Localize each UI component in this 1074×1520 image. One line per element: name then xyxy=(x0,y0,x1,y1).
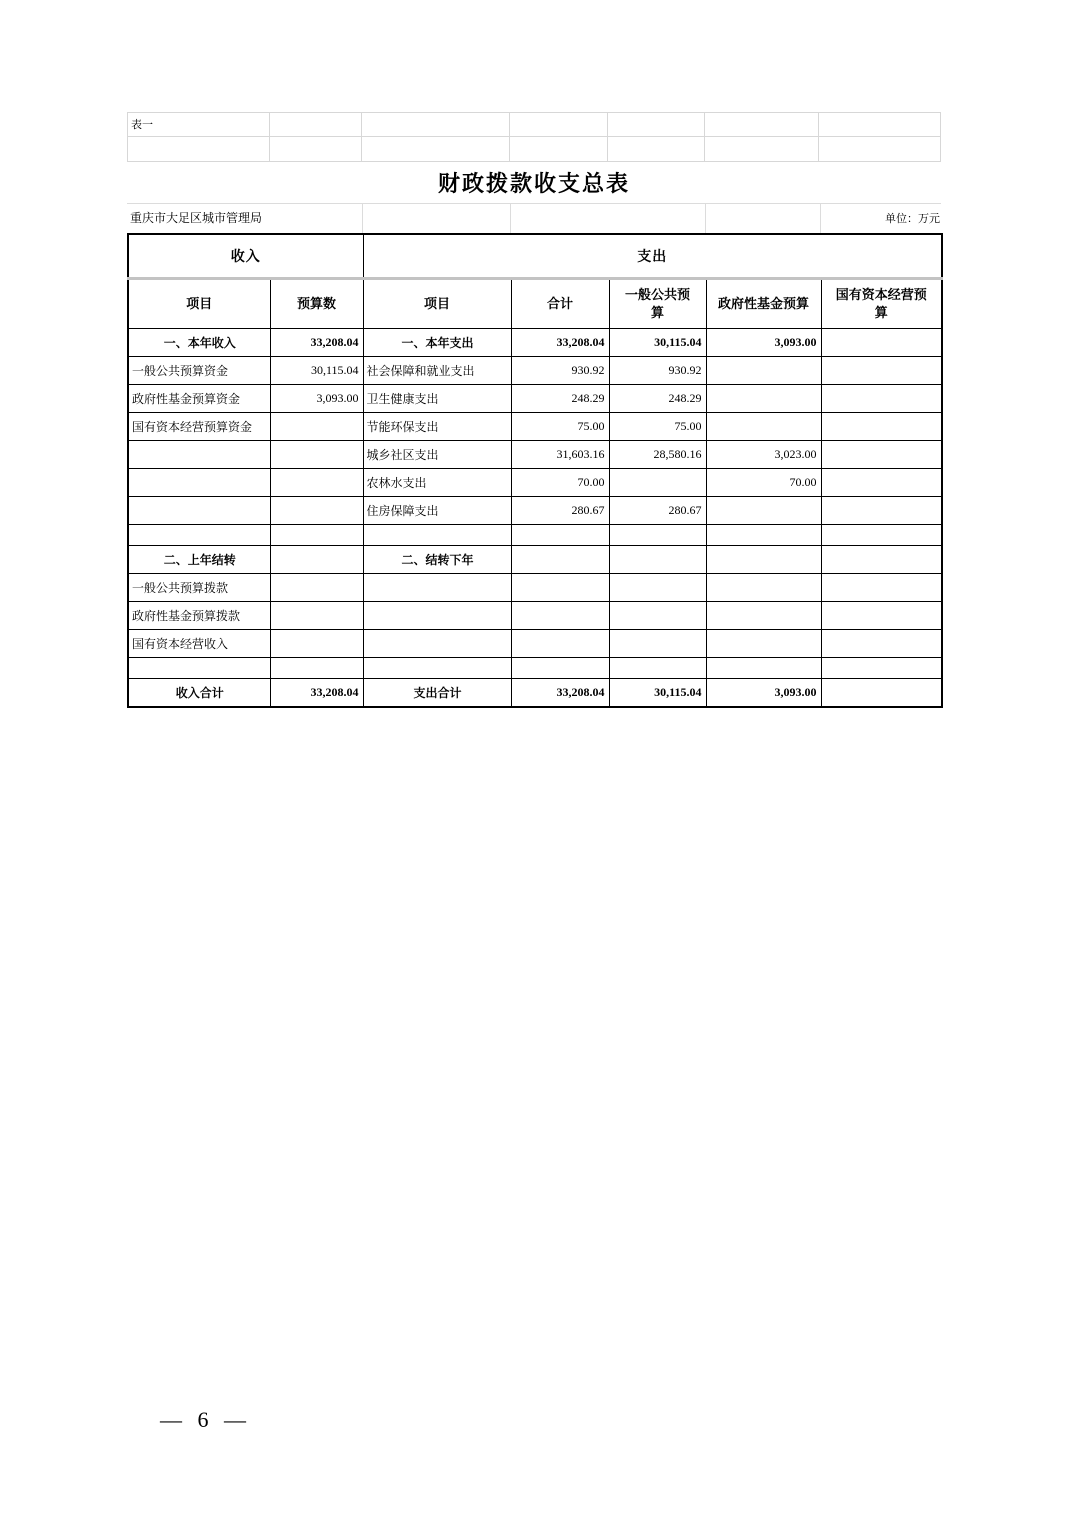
table-cell xyxy=(270,524,363,545)
grid-cell xyxy=(608,113,705,136)
table-cell: 33,208.04 xyxy=(270,678,363,707)
org-name: 重庆市大足区城市管理局 xyxy=(130,211,263,225)
table-cell xyxy=(821,601,942,629)
table-row xyxy=(128,412,942,440)
sheet-tag: 表一 xyxy=(128,113,270,136)
table-row xyxy=(128,384,942,412)
grid-cell xyxy=(510,137,608,161)
grid-cell xyxy=(608,137,705,161)
table-cell xyxy=(363,524,511,545)
table-cell: 一、本年支出 xyxy=(363,328,511,356)
table-cell xyxy=(511,601,609,629)
table-cell xyxy=(821,524,942,545)
table-cell xyxy=(270,629,363,657)
table-cell xyxy=(511,657,609,678)
table-cell xyxy=(821,657,942,678)
grid-cell xyxy=(270,137,363,161)
table-cell: 280.67 xyxy=(609,496,706,524)
table-cell xyxy=(609,524,706,545)
table-cell xyxy=(706,545,821,573)
income-group-header: 收入 xyxy=(128,234,363,278)
column-header-general-public-budget: 一般公共预算 xyxy=(609,278,706,328)
table-cell: 国有资本经营收入 xyxy=(128,629,270,657)
table-cell: 30,115.04 xyxy=(270,356,363,384)
grid-cell xyxy=(705,137,820,161)
table-cell: 政府性基金预算资金 xyxy=(128,384,270,412)
table-row xyxy=(128,601,942,629)
table-cell xyxy=(821,440,942,468)
table-cell xyxy=(609,573,706,601)
org-row xyxy=(127,204,941,233)
table-row xyxy=(128,496,942,524)
group-header-row xyxy=(128,234,942,278)
table-row xyxy=(128,524,942,545)
table-cell xyxy=(270,468,363,496)
table-cell xyxy=(706,384,821,412)
table-cell: 75.00 xyxy=(609,412,706,440)
table-cell xyxy=(363,657,511,678)
table-cell xyxy=(128,440,270,468)
table-cell xyxy=(609,545,706,573)
table-cell: 一般公共预算资金 xyxy=(128,356,270,384)
table-cell: 3,093.00 xyxy=(706,328,821,356)
table-row xyxy=(128,629,942,657)
table-cell: 支出合计 xyxy=(363,678,511,707)
table-cell: 31,603.16 xyxy=(511,440,609,468)
table-cell: 75.00 xyxy=(511,412,609,440)
table-cell xyxy=(270,440,363,468)
table-cell xyxy=(706,601,821,629)
table-cell xyxy=(706,524,821,545)
table-cell: 3,093.00 xyxy=(270,384,363,412)
page-title: 财政拨款收支总表 xyxy=(127,162,941,204)
table-cell: 农林水支出 xyxy=(363,468,511,496)
table-cell xyxy=(706,573,821,601)
table-cell xyxy=(821,545,942,573)
table-cell: 930.92 xyxy=(511,356,609,384)
table-cell xyxy=(706,629,821,657)
table-row xyxy=(128,468,942,496)
table-cell: 3,023.00 xyxy=(706,440,821,468)
table-cell: 城乡社区支出 xyxy=(363,440,511,468)
table-cell: 33,208.04 xyxy=(511,328,609,356)
table-cell xyxy=(821,678,942,707)
table-cell xyxy=(821,468,942,496)
table-cell xyxy=(363,601,511,629)
table-cell xyxy=(270,601,363,629)
page-number: — 6 — xyxy=(160,1407,251,1432)
column-header-budget: 预算数 xyxy=(270,278,363,328)
grid-cell xyxy=(128,137,270,161)
grid-line xyxy=(510,204,511,233)
table-cell xyxy=(270,573,363,601)
grid-cell xyxy=(362,137,510,161)
table-cell: 930.92 xyxy=(609,356,706,384)
table-cell xyxy=(706,412,821,440)
column-header-income-item: 项目 xyxy=(128,278,270,328)
column-header-state-capital-budget: 国有资本经营预算 xyxy=(821,278,942,328)
table-cell xyxy=(706,496,821,524)
table-cell: 住房保障支出 xyxy=(363,496,511,524)
grid-row xyxy=(128,113,940,137)
table-cell: 248.29 xyxy=(609,384,706,412)
budget-table xyxy=(127,233,943,708)
table-cell xyxy=(821,496,942,524)
table-cell xyxy=(511,629,609,657)
table-row xyxy=(128,356,942,384)
grid-cell xyxy=(270,113,363,136)
table-cell xyxy=(128,468,270,496)
table-cell xyxy=(609,468,706,496)
table-cell xyxy=(821,573,942,601)
grid-cell xyxy=(362,113,510,136)
table-cell xyxy=(270,496,363,524)
table-row xyxy=(128,328,942,356)
table-row xyxy=(128,545,942,573)
table-cell: 节能环保支出 xyxy=(363,412,511,440)
column-header-row xyxy=(128,278,942,328)
table-cell: 30,115.04 xyxy=(609,678,706,707)
table-cell xyxy=(821,412,942,440)
table-cell: 28,580.16 xyxy=(609,440,706,468)
table-cell: 二、上年结转 xyxy=(128,545,270,573)
table-cell: 33,208.04 xyxy=(511,678,609,707)
table-cell xyxy=(128,496,270,524)
table-cell xyxy=(706,356,821,384)
column-header-total: 合计 xyxy=(511,278,609,328)
table-cell xyxy=(821,629,942,657)
table-cell xyxy=(609,629,706,657)
table-cell xyxy=(511,573,609,601)
grid-line xyxy=(705,204,706,233)
grid-cell xyxy=(819,137,940,161)
table-cell xyxy=(821,328,942,356)
table-row xyxy=(128,440,942,468)
table-row xyxy=(128,573,942,601)
table-cell xyxy=(706,657,821,678)
spreadsheet-grid xyxy=(127,112,941,162)
grid-line xyxy=(362,204,363,233)
grid-row xyxy=(128,137,940,161)
table-cell: 社会保障和就业支出 xyxy=(363,356,511,384)
table-cell xyxy=(821,384,942,412)
table-cell: 70.00 xyxy=(511,468,609,496)
table-cell: 一、本年收入 xyxy=(128,328,270,356)
table-cell xyxy=(609,601,706,629)
table-cell: 30,115.04 xyxy=(609,328,706,356)
table-cell xyxy=(511,524,609,545)
table-cell: 33,208.04 xyxy=(270,328,363,356)
table-cell xyxy=(270,657,363,678)
table-cell: 收入合计 xyxy=(128,678,270,707)
table-cell: 二、结转下年 xyxy=(363,545,511,573)
table-row xyxy=(128,678,942,707)
unit-label: 单位：万元 xyxy=(885,213,940,225)
table-cell: 70.00 xyxy=(706,468,821,496)
table-cell xyxy=(609,657,706,678)
column-header-govt-fund-budget: 政府性基金预算 xyxy=(706,278,821,328)
table-cell xyxy=(270,412,363,440)
table-cell xyxy=(821,356,942,384)
table-cell: 3,093.00 xyxy=(706,678,821,707)
table-cell: 政府性基金预算拨款 xyxy=(128,601,270,629)
expense-group-header: 支出 xyxy=(363,234,942,278)
table-cell: 280.67 xyxy=(511,496,609,524)
table-cell: 卫生健康支出 xyxy=(363,384,511,412)
column-header-expense-item: 项目 xyxy=(363,278,511,328)
grid-line xyxy=(820,204,821,233)
table-row xyxy=(128,657,942,678)
table-cell: 国有资本经营预算资金 xyxy=(128,412,270,440)
grid-cell xyxy=(705,113,820,136)
table-cell xyxy=(363,573,511,601)
table-cell: 一般公共预算拨款 xyxy=(128,573,270,601)
table-cell xyxy=(270,545,363,573)
grid-cell xyxy=(510,113,608,136)
table-cell xyxy=(128,524,270,545)
table-cell: 248.29 xyxy=(511,384,609,412)
table-cell xyxy=(128,657,270,678)
table-body xyxy=(128,328,942,707)
grid-cell xyxy=(819,113,940,136)
table-cell xyxy=(511,545,609,573)
table-cell xyxy=(363,629,511,657)
